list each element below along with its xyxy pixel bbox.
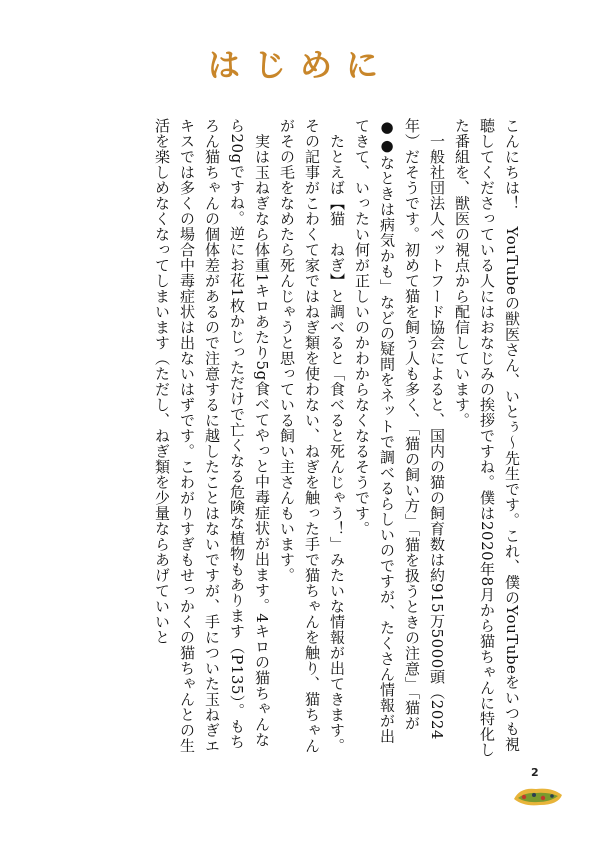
- page-number: 2: [531, 766, 539, 779]
- page-title: はじめに: [207, 46, 392, 84]
- body-text: [64, 118, 524, 758]
- paragraph-pet-food-association: 一般社団法人ペットフード協会によると、国内の猫の飼育数は約915万5000頭（2024年）だそうです。初めて猫を飼う人も多く、「猫の飼い方」「猫を扱うときの注意」「猫が●●なときは病気かも」などの疑問をネットで調べるらしいのですが、たくさん情報が出てきて、いったい何が正しいのかわからなくなるそうです。: [353, 118, 446, 744]
- paragraph-intro: こんにちは！ YouTubeの獣医さん、いとぅ～先生です。これ、僕のYouTubeをいつも視聴してくださっている人にはおなじみの挨拶ですね。僕は2020年8月から猫ちゃんに特化した番組を、獣医の視点から配信しています。: [453, 118, 521, 758]
- cat-paw-decoration-icon: [512, 783, 564, 809]
- paragraph-onion-example: たとえば【猫 ねぎ】と調べると「食べると死んじゃう！」みたいな情報が出てきます。その記事がこわくて家ではねぎ類を使わない、ねぎを触った手で猫ちゃんを触り、猫ちゃんがその毛をなめたら死んじゃうと思っている飼い主さんもいます。: [278, 118, 346, 754]
- paragraph-onion-toxicity: 実は玉ねぎなら体重1キロあたり5g食べてやっと中毒症状が出ます。4キロの猫ちゃんなら20gですね。逆にお花1枚かじっただけで亡くなる危険な植物もあります（P135）。もちろん猫ちゃんの個体差があるので注意するに越したことはないですが、手についた玉ねぎエキスでは多くの場合中毒症状は出ないはずです。こわがりすぎもせっかくの猫ちゃんとの生活を楽しめなくなってしまいます（ただし、ねぎ類を少量ならあげていいと: [153, 118, 271, 754]
